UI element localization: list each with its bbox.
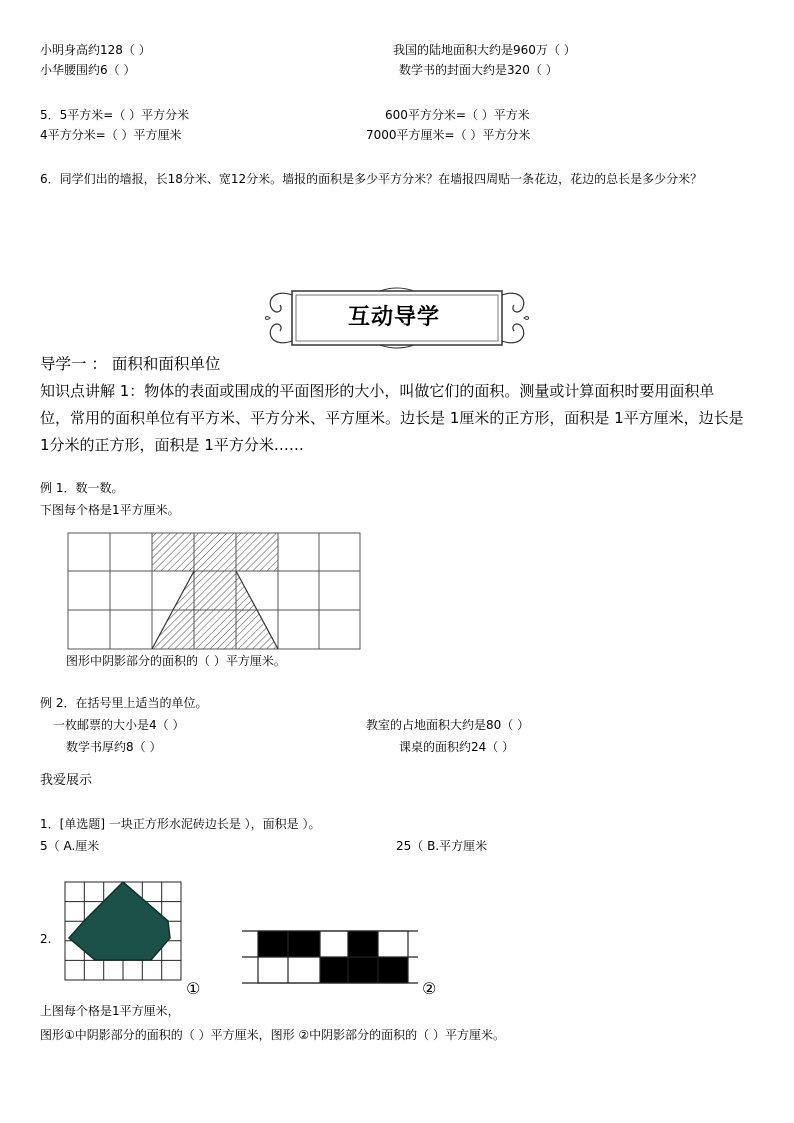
show-q1-option-b: 25（ B.平方厘米 [396,839,488,853]
banner-title: 互动导学 [348,304,441,330]
q4-line-land-area: 我国的陆地面积大约是960万（ ） [393,43,576,57]
q5-item-a: 5．5平方米=（ ）平方分米 [40,108,190,122]
ex2-item-book-thickness: 数学书厚约8（ ） [66,740,162,754]
show-q2-figure1 [62,880,184,984]
q5-item-c: 4平方分米=（ ）平方厘米 [40,128,182,142]
show-heading: 我爱展示 [40,773,93,788]
show-q2-answer: 图形①中阴影部分的面积的（ ）平方厘米，图形 ②中阴影部分的面积的（ ）平方厘米。 [40,1028,505,1042]
ex1-answer: 图形中阴影部分的面积的（ ）平方厘米。 [66,654,286,668]
q4-line-book-cover: 数学书的封面大约是320（ ） [399,63,558,77]
ex1-note: 下图每个格是1平方厘米。 [40,503,180,517]
q6-question: 6．同学们出的墙报，长18分米、宽12分米。墙报的面积是多少平方分米？在墙报四周贴一条花边，花边的总长是多少分米？ [40,172,703,186]
q4-line-waist: 小华腰围约6（ ） [40,63,136,77]
guide1-paragraph-line2: 位，常用的面积单位有平方米、平方分米、平方厘米。边长是 1厘米的正方形，面积是 1平方厘米，边长是 [40,409,744,427]
show-q2-number: 2. [40,932,52,946]
ex2-title: 例 2．在括号里上适当的单位。 [40,696,208,710]
ex2-item-stamp: 一枚邮票的大小是4（ ） [53,718,185,732]
q5-item-d: 7000平方厘米=（ ）平方分米 [366,128,531,142]
ex2-item-desk-area: 课桌的面积约24（ ） [399,740,515,754]
show-q2-figure2-label: ② [422,979,437,998]
q4-line-height: 小明身高约128（ ） [40,43,151,57]
show-q2-note: 上图每个格是1平方厘米， [40,1004,180,1018]
guide1-paragraph-line1: 知识点讲解 1：物体的表面或围成的平面图形的大小，叫做它们的面积。测量或计算面积时要用面积单 [40,382,715,400]
ex1-title: 例 1．数一数。 [40,481,124,495]
ex2-item-classroom: 教室的占地面积大约是80（ ） [366,718,530,732]
show-q2-figure2 [240,925,420,987]
show-q1-line: 1．[单选题] 一块正方形水泥砖边长是 ），面积是 ）。 [40,817,321,831]
guide1-heading: 导学一 ： 面积和面积单位 [40,355,221,373]
show-q2-figure1-label: ① [186,979,201,998]
ex1-grid-figure [66,531,362,653]
q5-item-b: 600平方分米=（ ）平方米 [385,108,530,122]
show-q1-option-a: 5（ A.厘米 [40,839,100,853]
guide1-paragraph-line3: 1分米的正方形，面积是 1平方分米…… [40,436,304,454]
